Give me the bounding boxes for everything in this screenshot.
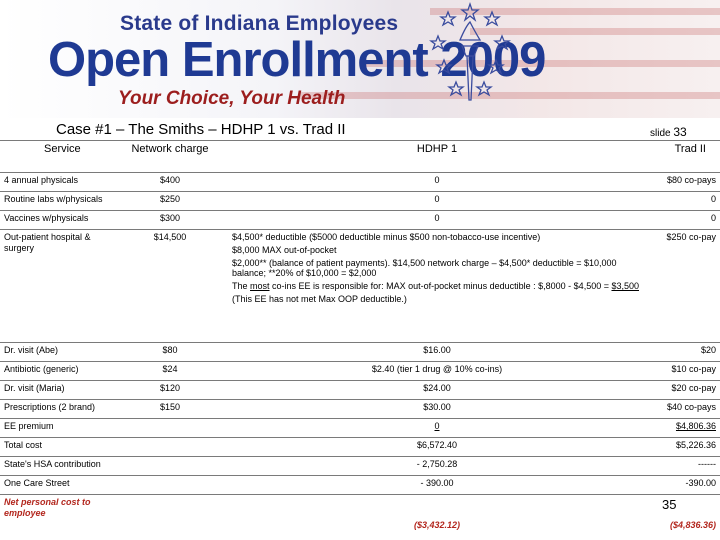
service-cell: Antibiotic (generic) (0, 362, 112, 381)
hdhp-cell: 0 (228, 211, 646, 230)
column-header: Trad II (646, 141, 720, 173)
indiana-torch-stars-icon (400, 0, 520, 118)
slide-number-value: 33 (673, 125, 687, 139)
table-header-row (0, 141, 720, 173)
trad-cell: 0 (646, 192, 720, 211)
charge-cell: $80 (112, 343, 228, 362)
trad-cell: $4,806.36 (646, 419, 720, 438)
trad-cell: $5,226.36 (646, 438, 720, 457)
oop-status-note: (This EE has not met Max OOP deductible.) (232, 293, 407, 304)
table-row (0, 192, 720, 211)
trad-cell: $250 co-pay (646, 230, 720, 343)
service-cell: Routine labs w/physicals (0, 192, 112, 211)
trad-cell: $10 co-pay (646, 362, 720, 381)
service-cell: Prescriptions (2 brand) (0, 400, 112, 419)
table-row (0, 400, 720, 419)
trad-cell: ------ (646, 457, 720, 476)
charge-cell: $24 (112, 362, 228, 381)
charge-cell: $400 (112, 173, 228, 192)
charge-cell: $250 (112, 192, 228, 211)
header-banner (0, 0, 720, 118)
trad-cell: $80 co-pays (646, 173, 720, 192)
net-cost-label: Net personal cost to employee (0, 495, 112, 533)
coins-note-emphasis: most (250, 281, 270, 292)
service-cell: Vaccines w/physicals (0, 211, 112, 230)
banner-title: Open Enrollment 2009 (48, 33, 546, 87)
table-row (0, 457, 720, 476)
charge-cell (112, 438, 228, 457)
service-cell: One Care Street (0, 476, 112, 495)
page-number: 35 (662, 497, 677, 512)
service-cell: Dr. visit (Abe) (0, 343, 112, 362)
hdhp-cell: - 2,750.28 (228, 457, 646, 476)
table-row (0, 230, 720, 343)
hdhp-cell: $2.40 (tier 1 drug @ 10% co-ins) (228, 362, 646, 381)
trad-cell: -390.00 (646, 476, 720, 495)
trad-cell: 0 (646, 211, 720, 230)
trad-cell: $40 co-pays (646, 400, 720, 419)
hdhp-cell: 0 (228, 192, 646, 211)
coins-note-text: co-ins EE is responsible for: MAX out-of-pocket minus deductible : $,8000 - $4,500 = (269, 281, 612, 292)
hdhp-cell: $24.00 (228, 381, 646, 400)
hdhp-cell: $16.00 (228, 343, 646, 362)
balance-note: $2,000** (balance of patient payments). $14,500 network charge – $4,500* deductible = $10,000 balance; **20% of $10,000 = $2,000 (232, 257, 617, 279)
cost-comparison-table (0, 140, 720, 533)
column-header: HDHP 1 (228, 141, 646, 173)
banner-subtitle: Your Choice, Your Health (118, 88, 346, 109)
trad-cell: $20 co-pay (646, 381, 720, 400)
coins-note (232, 281, 642, 292)
charge-cell (112, 457, 228, 476)
charge-cell: $300 (112, 211, 228, 230)
service-cell: EE premium (0, 419, 112, 438)
case-title: Case #1 – The Smiths – HDHP 1 vs. Trad II (56, 121, 346, 138)
table-row (0, 343, 720, 362)
table-row (0, 211, 720, 230)
hdhp-cell: $6,572.40 (228, 438, 646, 457)
banner-top-text: State of Indiana Employees (120, 12, 399, 35)
hdhp-cell: - 390.00 (228, 476, 646, 495)
table-row (0, 438, 720, 457)
charge-cell: $14,500 (112, 230, 228, 343)
charge-cell (112, 495, 228, 533)
service-cell: Out-patient hospital & surgery (0, 230, 112, 343)
charge-cell: $120 (112, 381, 228, 400)
slide-label: slide (650, 128, 671, 139)
column-header: Service (0, 141, 112, 173)
service-cell: Dr. visit (Maria) (0, 381, 112, 400)
charge-cell: $150 (112, 400, 228, 419)
service-cell: 4 annual physicals (0, 173, 112, 192)
column-header: Network charge (112, 141, 228, 173)
coins-note-amount: $3,500 (611, 281, 639, 292)
slide-number (650, 125, 687, 139)
hdhp-cell: $30.00 (228, 400, 646, 419)
charge-cell (112, 419, 228, 438)
deductible-note: $4,500* deductible ($5000 deductible minus $500 non-tobacco-use incentive) (232, 232, 541, 242)
service-cell: State's HSA contribution (0, 457, 112, 476)
table-row (0, 362, 720, 381)
coins-note-text: The (232, 281, 251, 292)
hdhp-cell: 0 (228, 419, 646, 438)
table-row (0, 495, 720, 533)
hdhp-cell: 0 (228, 173, 646, 192)
hdhp-calculation-cell (228, 230, 646, 343)
trad-cell: $20 (646, 343, 720, 362)
table-row (0, 476, 720, 495)
table-row (0, 381, 720, 400)
net-cost-trad: ($4,836.36) (646, 495, 720, 533)
net-cost-hdhp: ($3,432.12) (228, 495, 646, 533)
charge-cell (112, 476, 228, 495)
service-cell: Total cost (0, 438, 112, 457)
max-oop-note: $8,000 MAX out-of-pocket (232, 244, 337, 255)
table-row (0, 419, 720, 438)
table-row (0, 173, 720, 192)
